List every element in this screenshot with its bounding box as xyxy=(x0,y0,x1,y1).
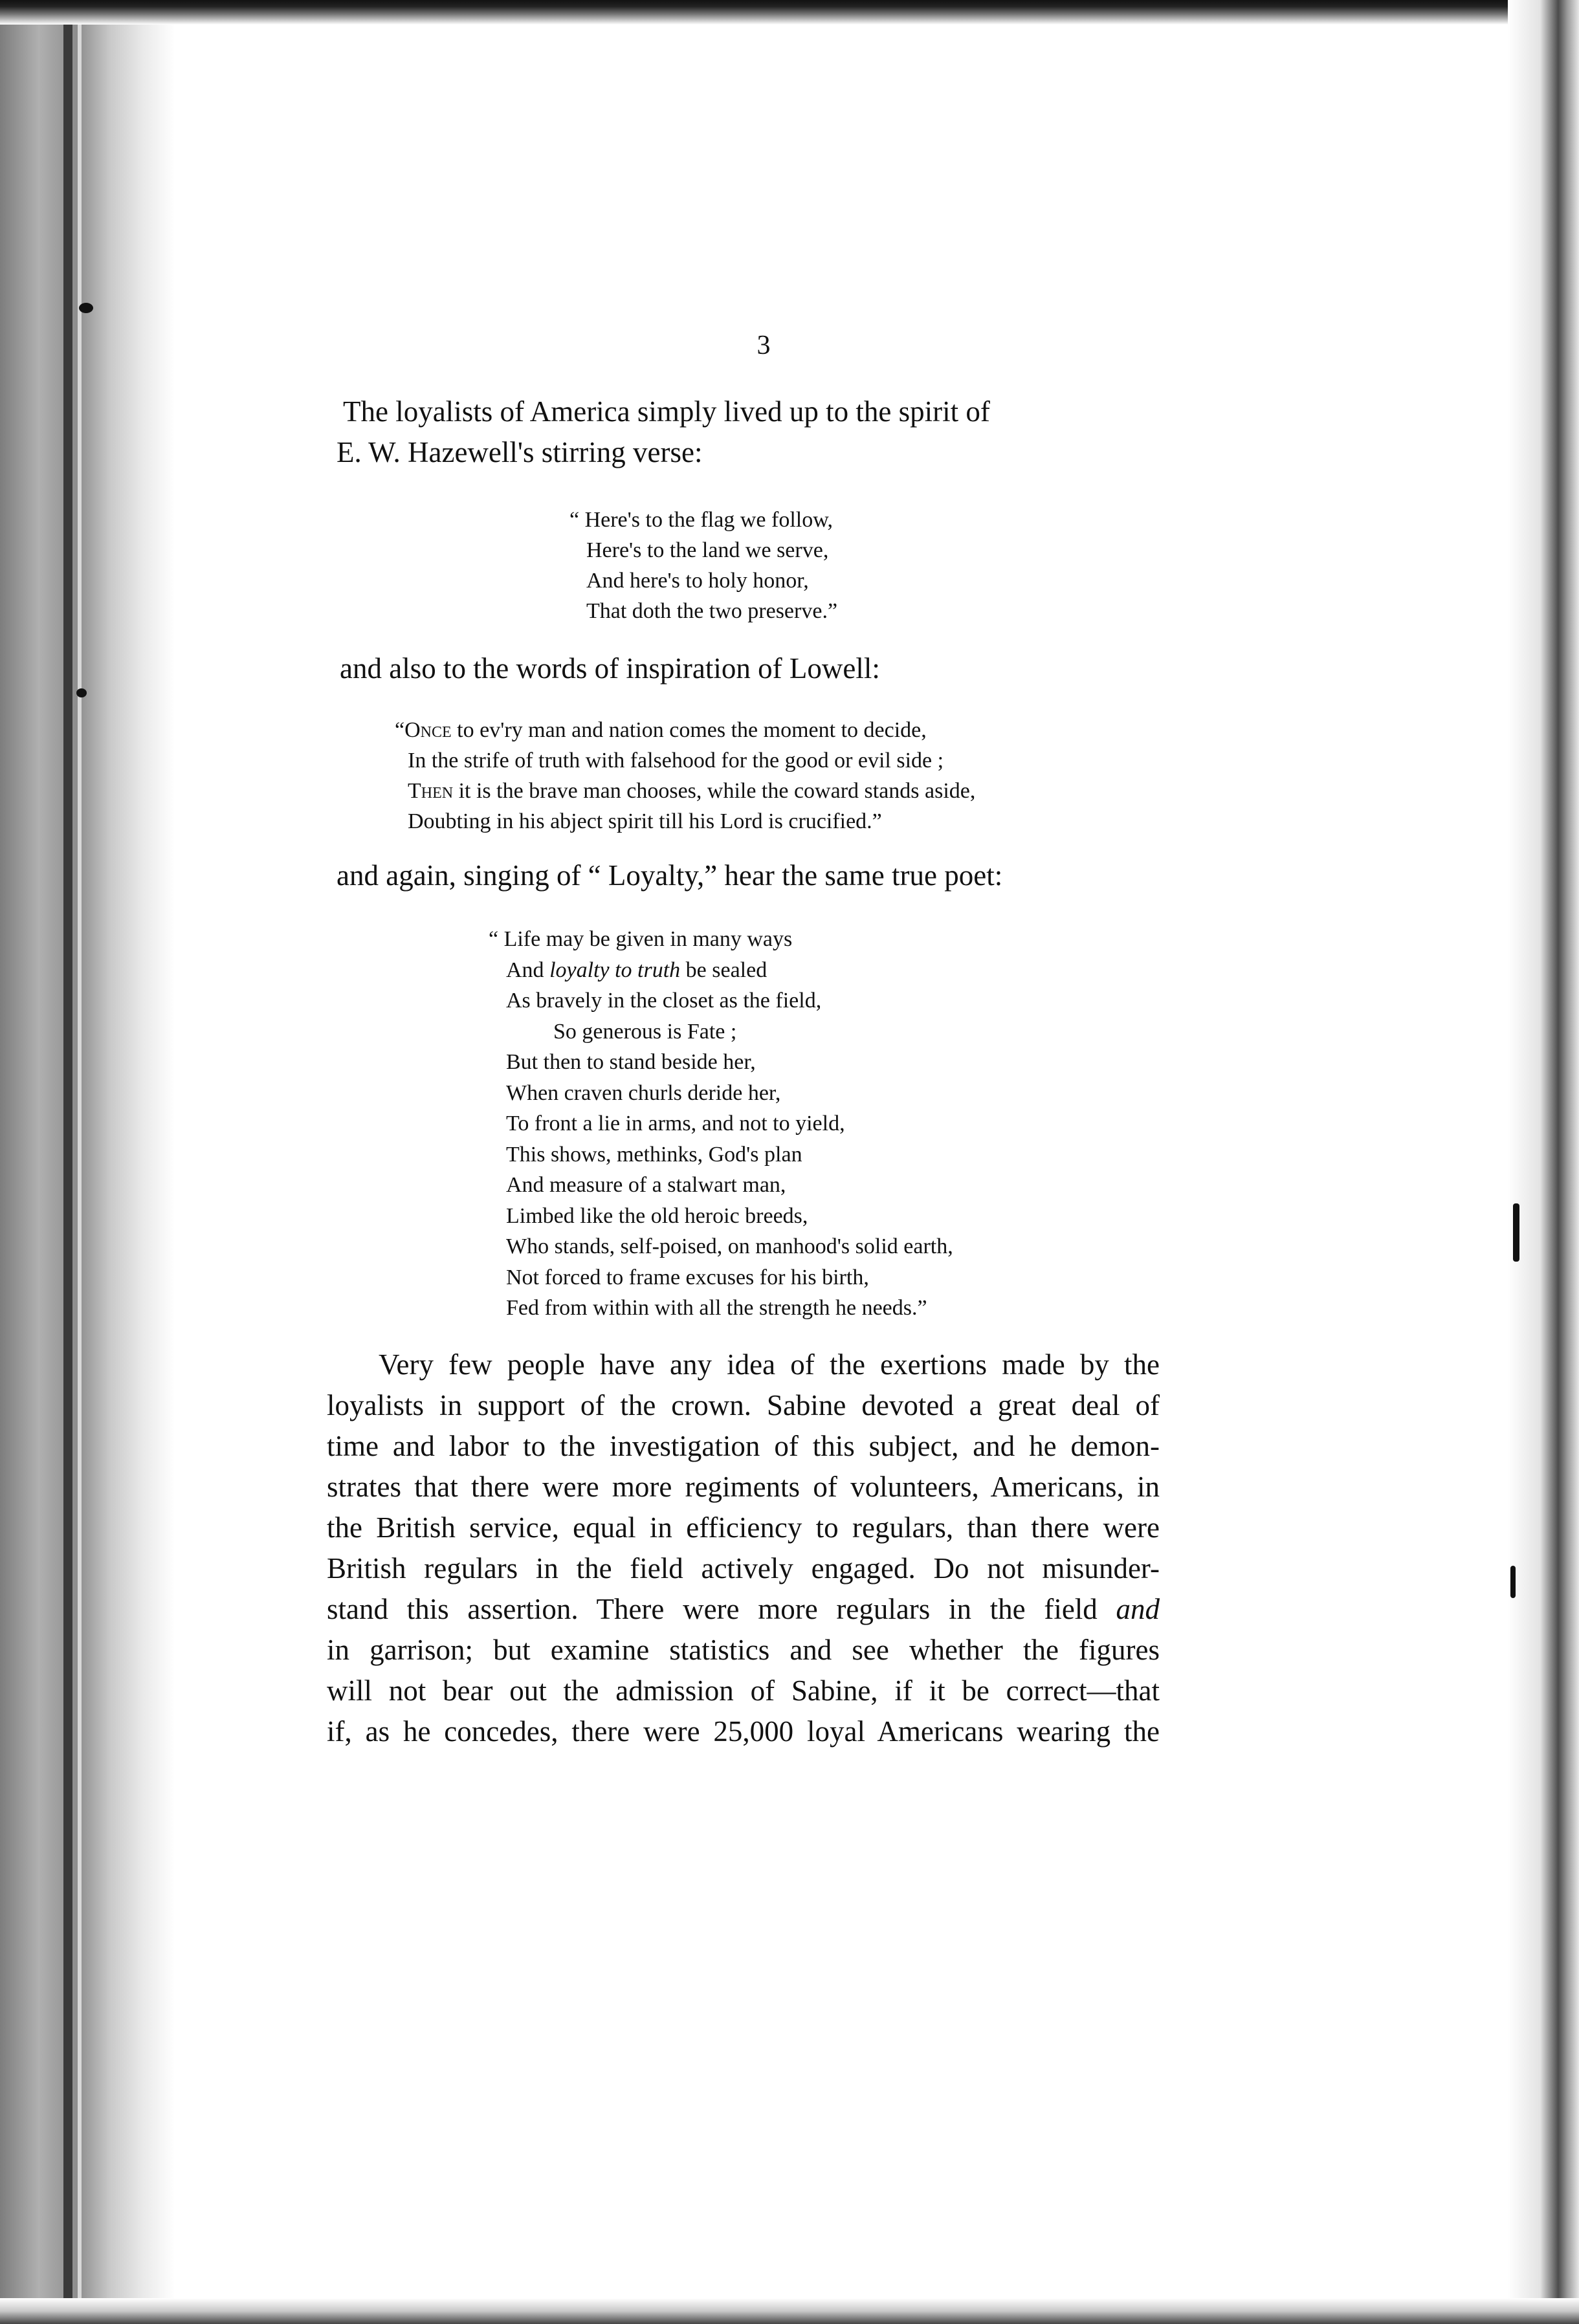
paragraph-lowell-intro xyxy=(340,648,1175,689)
scan-bottom-margin xyxy=(0,2298,1579,2324)
page-number: 3 xyxy=(756,331,771,360)
scan-speck xyxy=(79,303,93,313)
paragraph-line: if, as he concedes, there were 25,000 loyal Americans wearing the xyxy=(327,1715,1160,1748)
verse-line: Fed from within with all the strength he needs.” xyxy=(506,1296,927,1320)
verse-line: So generous is Fate ; xyxy=(553,1019,737,1044)
verse-text: it is the brave man chooses, while the coward stands aside, xyxy=(453,779,976,803)
verse-line: To front a lie in arms, and not to yield, xyxy=(506,1112,845,1135)
verse-text: Doubting in his abject spirit till his Lord is crucified.” xyxy=(408,809,882,833)
scan-left-margin xyxy=(0,0,175,2324)
verse-line: And measure of a stalwart man, xyxy=(506,1173,786,1197)
paragraph-exertions xyxy=(327,1344,1160,1752)
paragraph-line: Very few people have any idea of the exertions made by the xyxy=(379,1348,1160,1381)
scan-speck xyxy=(76,688,87,697)
verse-line: That doth the two preserve.” xyxy=(586,599,838,623)
verse-line: Here's to the land we serve, xyxy=(586,538,829,562)
paragraph-line: the British service, equal in efficiency to regulars, than there were xyxy=(327,1511,1160,1544)
paragraph-line: British regulars in the field actively engaged. Do not misunder- xyxy=(327,1552,1160,1584)
verse-line: But then to stand beside her, xyxy=(506,1050,756,1074)
scan-binding-shadow xyxy=(63,0,72,2324)
verse-line: Not forced to frame excuses for his birth, xyxy=(506,1265,869,1289)
italic-word: and xyxy=(1116,1593,1160,1625)
verse-text: be sealed xyxy=(680,958,767,982)
verse-line: As bravely in the closet as the field, xyxy=(506,989,822,1013)
paragraph-line: and also to the words of inspiration of Lowell: xyxy=(340,652,880,685)
verse-loyalty xyxy=(489,924,953,1324)
verse-text: And xyxy=(506,958,550,982)
verse-line xyxy=(395,745,975,776)
verse-line xyxy=(395,776,975,806)
scan-binding-highlight xyxy=(78,0,82,2324)
verse-line: Who stands, self-poised, on manhood's solid earth, xyxy=(506,1234,953,1258)
italic-phrase: loyalty to truth xyxy=(549,958,681,982)
smallcaps-word: Once xyxy=(404,718,452,742)
verse-text: to ev'ry man and nation comes the moment to decide, xyxy=(451,718,927,742)
verse-line: When craven churls deride her, xyxy=(506,1080,781,1105)
scan-right-margin xyxy=(1508,0,1579,2324)
verse-line: This shows, methinks, God's plan xyxy=(506,1142,802,1167)
scan-speck xyxy=(1513,1203,1519,1262)
verse-line: Limbed like the old heroic breeds, xyxy=(506,1203,808,1228)
paragraph-line: loyalists in support of the crown. Sabine devoted a great deal of xyxy=(327,1389,1160,1421)
verse-line xyxy=(395,806,975,837)
paragraph-line: in garrison; but examine statistics and see whether the figures xyxy=(327,1634,1160,1666)
scan-speck xyxy=(1510,1566,1516,1598)
paragraph-line: and again, singing of “ Loyalty,” hear the same true poet: xyxy=(337,859,1003,892)
paragraph-text: stand this assertion. There were more regulars in the field xyxy=(327,1593,1116,1625)
paragraph-line: will not bear out the admission of Sabine, if it be correct—that xyxy=(327,1674,1160,1707)
smallcaps-word: Then xyxy=(408,779,454,803)
verse-line: “ Here's to the flag we follow, xyxy=(569,508,834,532)
verse-line: “ Life may be given in many ways xyxy=(489,927,793,951)
verse-text: In the strife of truth with falsehood for the good or evil side ; xyxy=(408,749,944,773)
paragraph-line: time and labor to the investigation of this subject, and he demon- xyxy=(327,1430,1160,1462)
paragraph-intro xyxy=(337,391,1168,473)
verse-line xyxy=(395,715,975,745)
paragraph-loyalty-intro xyxy=(337,855,1178,896)
verse-hazewell xyxy=(569,505,837,626)
paragraph-line: E. W. Hazewell's stirring verse: xyxy=(337,436,703,468)
verse-line xyxy=(489,955,953,986)
paragraph-line: strates that there were more regiments of volunteers, Americans, in xyxy=(327,1471,1160,1503)
paragraph-line: The loyalists of America simply lived up to the spirit of xyxy=(343,395,990,428)
verse-lowell-once xyxy=(395,715,975,837)
quote-mark: “ xyxy=(395,718,405,742)
scan-top-margin xyxy=(0,0,1579,25)
verse-line: And here's to holy honor, xyxy=(586,569,809,593)
paragraph-line xyxy=(327,1589,1160,1630)
